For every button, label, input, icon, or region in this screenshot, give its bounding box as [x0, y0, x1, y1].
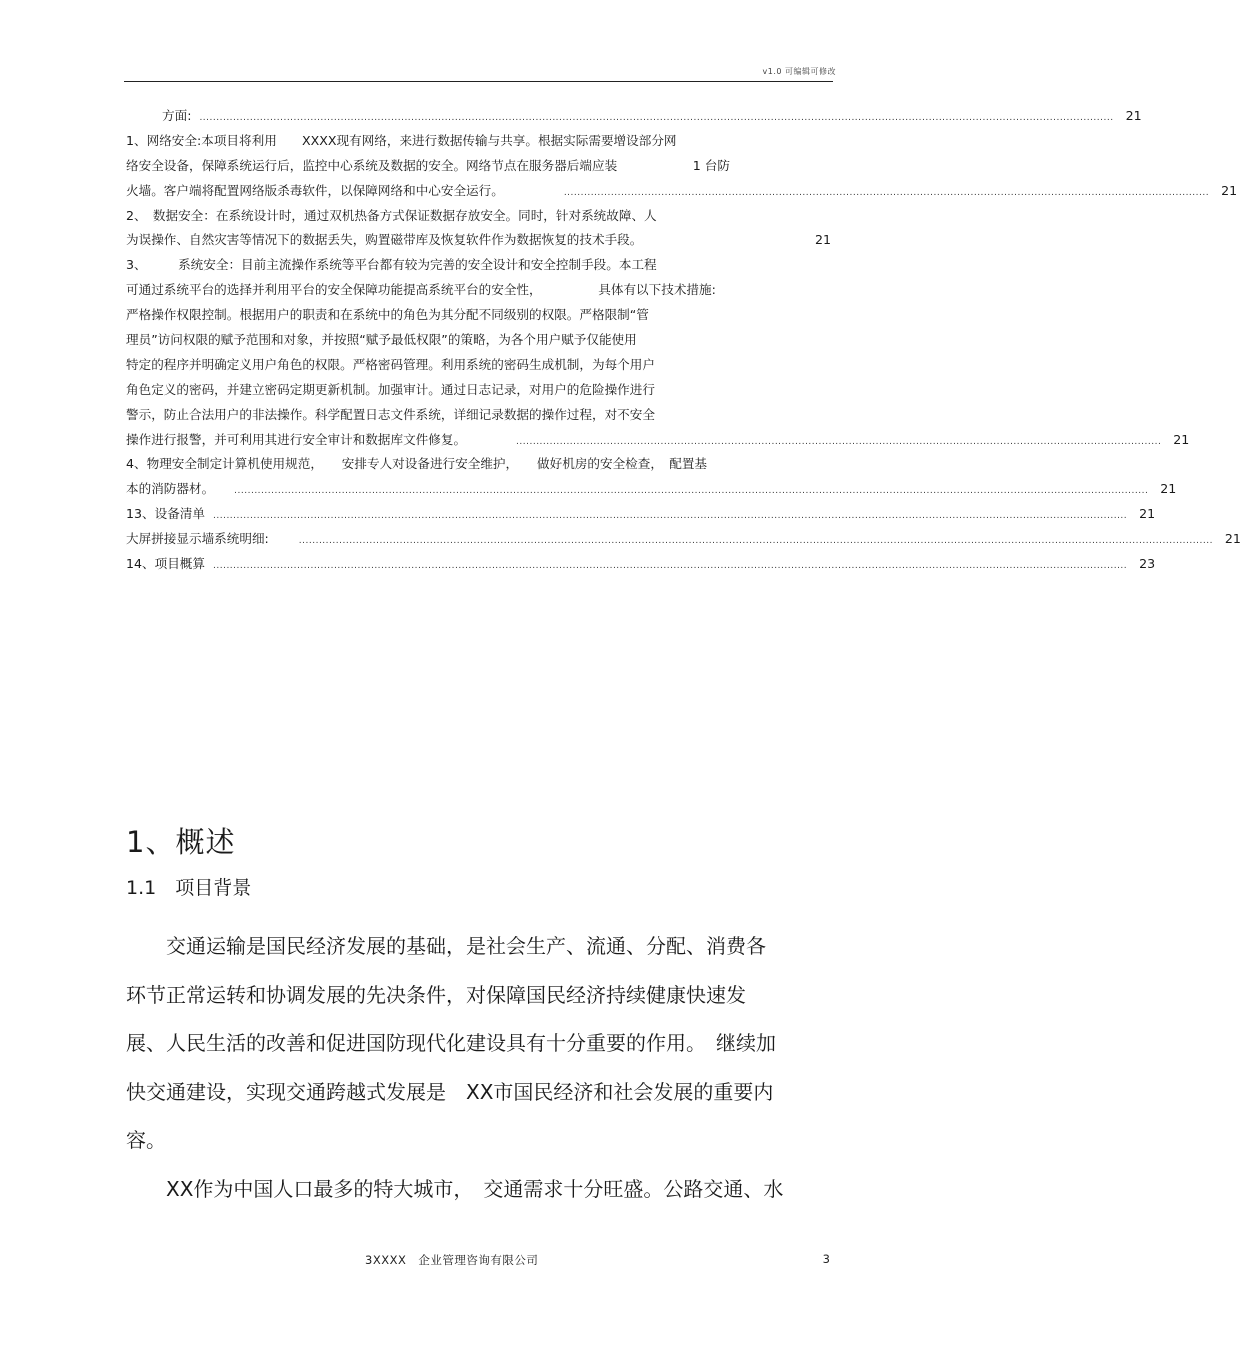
toc-entry[interactable]: [126, 477, 1177, 502]
toc-leader-dots: ................................................................................................................................................................................................................................................................................: [213, 511, 1128, 522]
header-version: v1.0 可编辑可修改: [762, 67, 836, 76]
toc-leader-dots: ................................................................................................................................................................................................................................................................................: [298, 536, 1213, 547]
toc-entry-text: 14、项目概算: [126, 556, 205, 572]
toc-page-number: 21: [1221, 182, 1238, 198]
header-divider: [124, 81, 833, 82]
toc-page-number: 21: [1224, 531, 1241, 547]
toc-entry-text: 方面:: [162, 108, 192, 123]
toc-entry[interactable]: [126, 502, 1156, 527]
paragraph-line: 交通运输是国民经济发展的基础，是社会生产、流通、分配、消费各: [166, 934, 766, 958]
paragraph-line: 环节正常运转和协调发展的先决条件，对保障国民经济持续健康快速发: [126, 982, 746, 1007]
paragraph-line: 容。: [126, 1128, 166, 1153]
toc-leader-dots: ................................................................................................................................................................................................: [516, 436, 1162, 447]
toc-page-number: 21: [1160, 481, 1177, 497]
toc-entry-line[interactable]: 3、 系统安全：目前主流操作系统等平台都有较为完善的安全设计和安全控制手段。本工程: [126, 257, 657, 273]
toc-entry-text: 火墙。客户端将配置网络版杀毒软件，以保障网络和中心安全运行。: [126, 182, 504, 198]
toc-entry[interactable]: [126, 179, 1238, 204]
toc-leader-dots: ................................................................................................................................................................................................: [563, 187, 1210, 198]
toc-entry[interactable]: [126, 104, 1142, 129]
toc-page-number: 21: [814, 232, 831, 248]
toc-entry-line[interactable]: 警示，防止合法用户的非法操作。科学配置日志文件系统，详细记录数据的操作过程，对不安全: [126, 406, 655, 422]
body-paragraphs: [126, 922, 836, 1214]
subsection-heading: 1.1 项目背景: [126, 877, 252, 899]
footer-page-number: 3: [822, 1252, 830, 1266]
toc-entry-line[interactable]: 可通过系统平台的选择并利用平台的安全保障功能提高系统平台的安全性， 具体有以下技术措施:: [126, 282, 716, 298]
toc-leader-dots: ................................................................................................................................................................................................................................................................................: [234, 486, 1149, 497]
toc-page-number: 21: [1173, 431, 1190, 447]
table-of-contents: [126, 104, 1241, 577]
toc-page-number: 21: [1139, 506, 1156, 522]
toc-entry[interactable]: [126, 527, 1241, 552]
toc-entry[interactable]: [126, 228, 831, 253]
toc-entry-line[interactable]: 1、网络安全:本项目将利用 XXXX现有网络，来进行数据传输与共享。根据实际需要增设部分网: [126, 132, 677, 148]
toc-entry-text: 13、设备清单: [126, 506, 205, 522]
toc-entry-line[interactable]: 2、 数据安全：在系统设计时，通过双机热备方式保证数据存放安全。同时，针对系统故障、人: [126, 207, 657, 223]
toc-entry-text: 大屏拼接显示墙系统明细:: [126, 531, 269, 547]
toc-leader-dots: ................................................................................................................................................................................................................................................................................: [199, 113, 1114, 123]
toc-entry-line[interactable]: 角色定义的密码，并建立密码定期更新机制。加强审计。通过日志记录，对用户的危险操作进行: [126, 381, 655, 397]
section-heading: 1、概述: [126, 825, 236, 859]
footer-company: 3XXXX 企业管理咨询有限公司: [365, 1253, 539, 1267]
toc-entry-line[interactable]: 络安全设备，保障系统运行后，监控中心系统及数据的安全。网络节点在服务器后端应装 1 台防: [126, 157, 730, 173]
paragraph-line: 快交通建设，实现交通跨越式发展是 XX市国民经济和社会发展的重要内: [126, 1079, 774, 1104]
toc-page-number: 21: [1125, 108, 1142, 123]
paragraph-line: 展、人民生活的改善和促进国防现代化建设具有十分重要的作用。 继续加: [126, 1031, 776, 1056]
toc-entry-text: 本的消防器材。: [126, 481, 215, 497]
toc-entry-line[interactable]: 理员”访问权限的赋予范围和对象，并按照“赋予最低权限”的策略，为各个用户赋予仅能使用: [126, 332, 637, 348]
toc-entry[interactable]: [126, 428, 1190, 453]
paragraph-line: XX作为中国人口最多的特大城市， 交通需求十分旺盛。公路交通、水: [166, 1176, 784, 1201]
toc-page-number: 23: [1139, 556, 1156, 572]
toc-entry-line[interactable]: 4、物理安全制定计算机使用规范， 安排专人对设备进行安全维护， 做好机房的安全检查， 配置基: [126, 456, 708, 472]
toc-leader-dots: ................................................................................................................................................................................................................................................................................: [213, 561, 1128, 572]
toc-entry[interactable]: [126, 552, 1156, 577]
toc-entry-line[interactable]: 严格操作权限控制。根据用户的职责和在系统中的角色为其分配不同级别的权限。严格限制“管: [126, 307, 649, 323]
toc-entry-line[interactable]: 特定的程序并明确定义用户角色的权限。严格密码管理。利用系统的密码生成机制，为每个用户: [126, 356, 655, 372]
toc-entry-text: 为误操作、自然灾害等情况下的数据丢失，购置磁带库及恢复软件作为数据恢复的技术手段。: [126, 232, 643, 248]
toc-entry-text: 操作进行报警，并可利用其进行安全审计和数据库文件修复。: [126, 431, 467, 447]
